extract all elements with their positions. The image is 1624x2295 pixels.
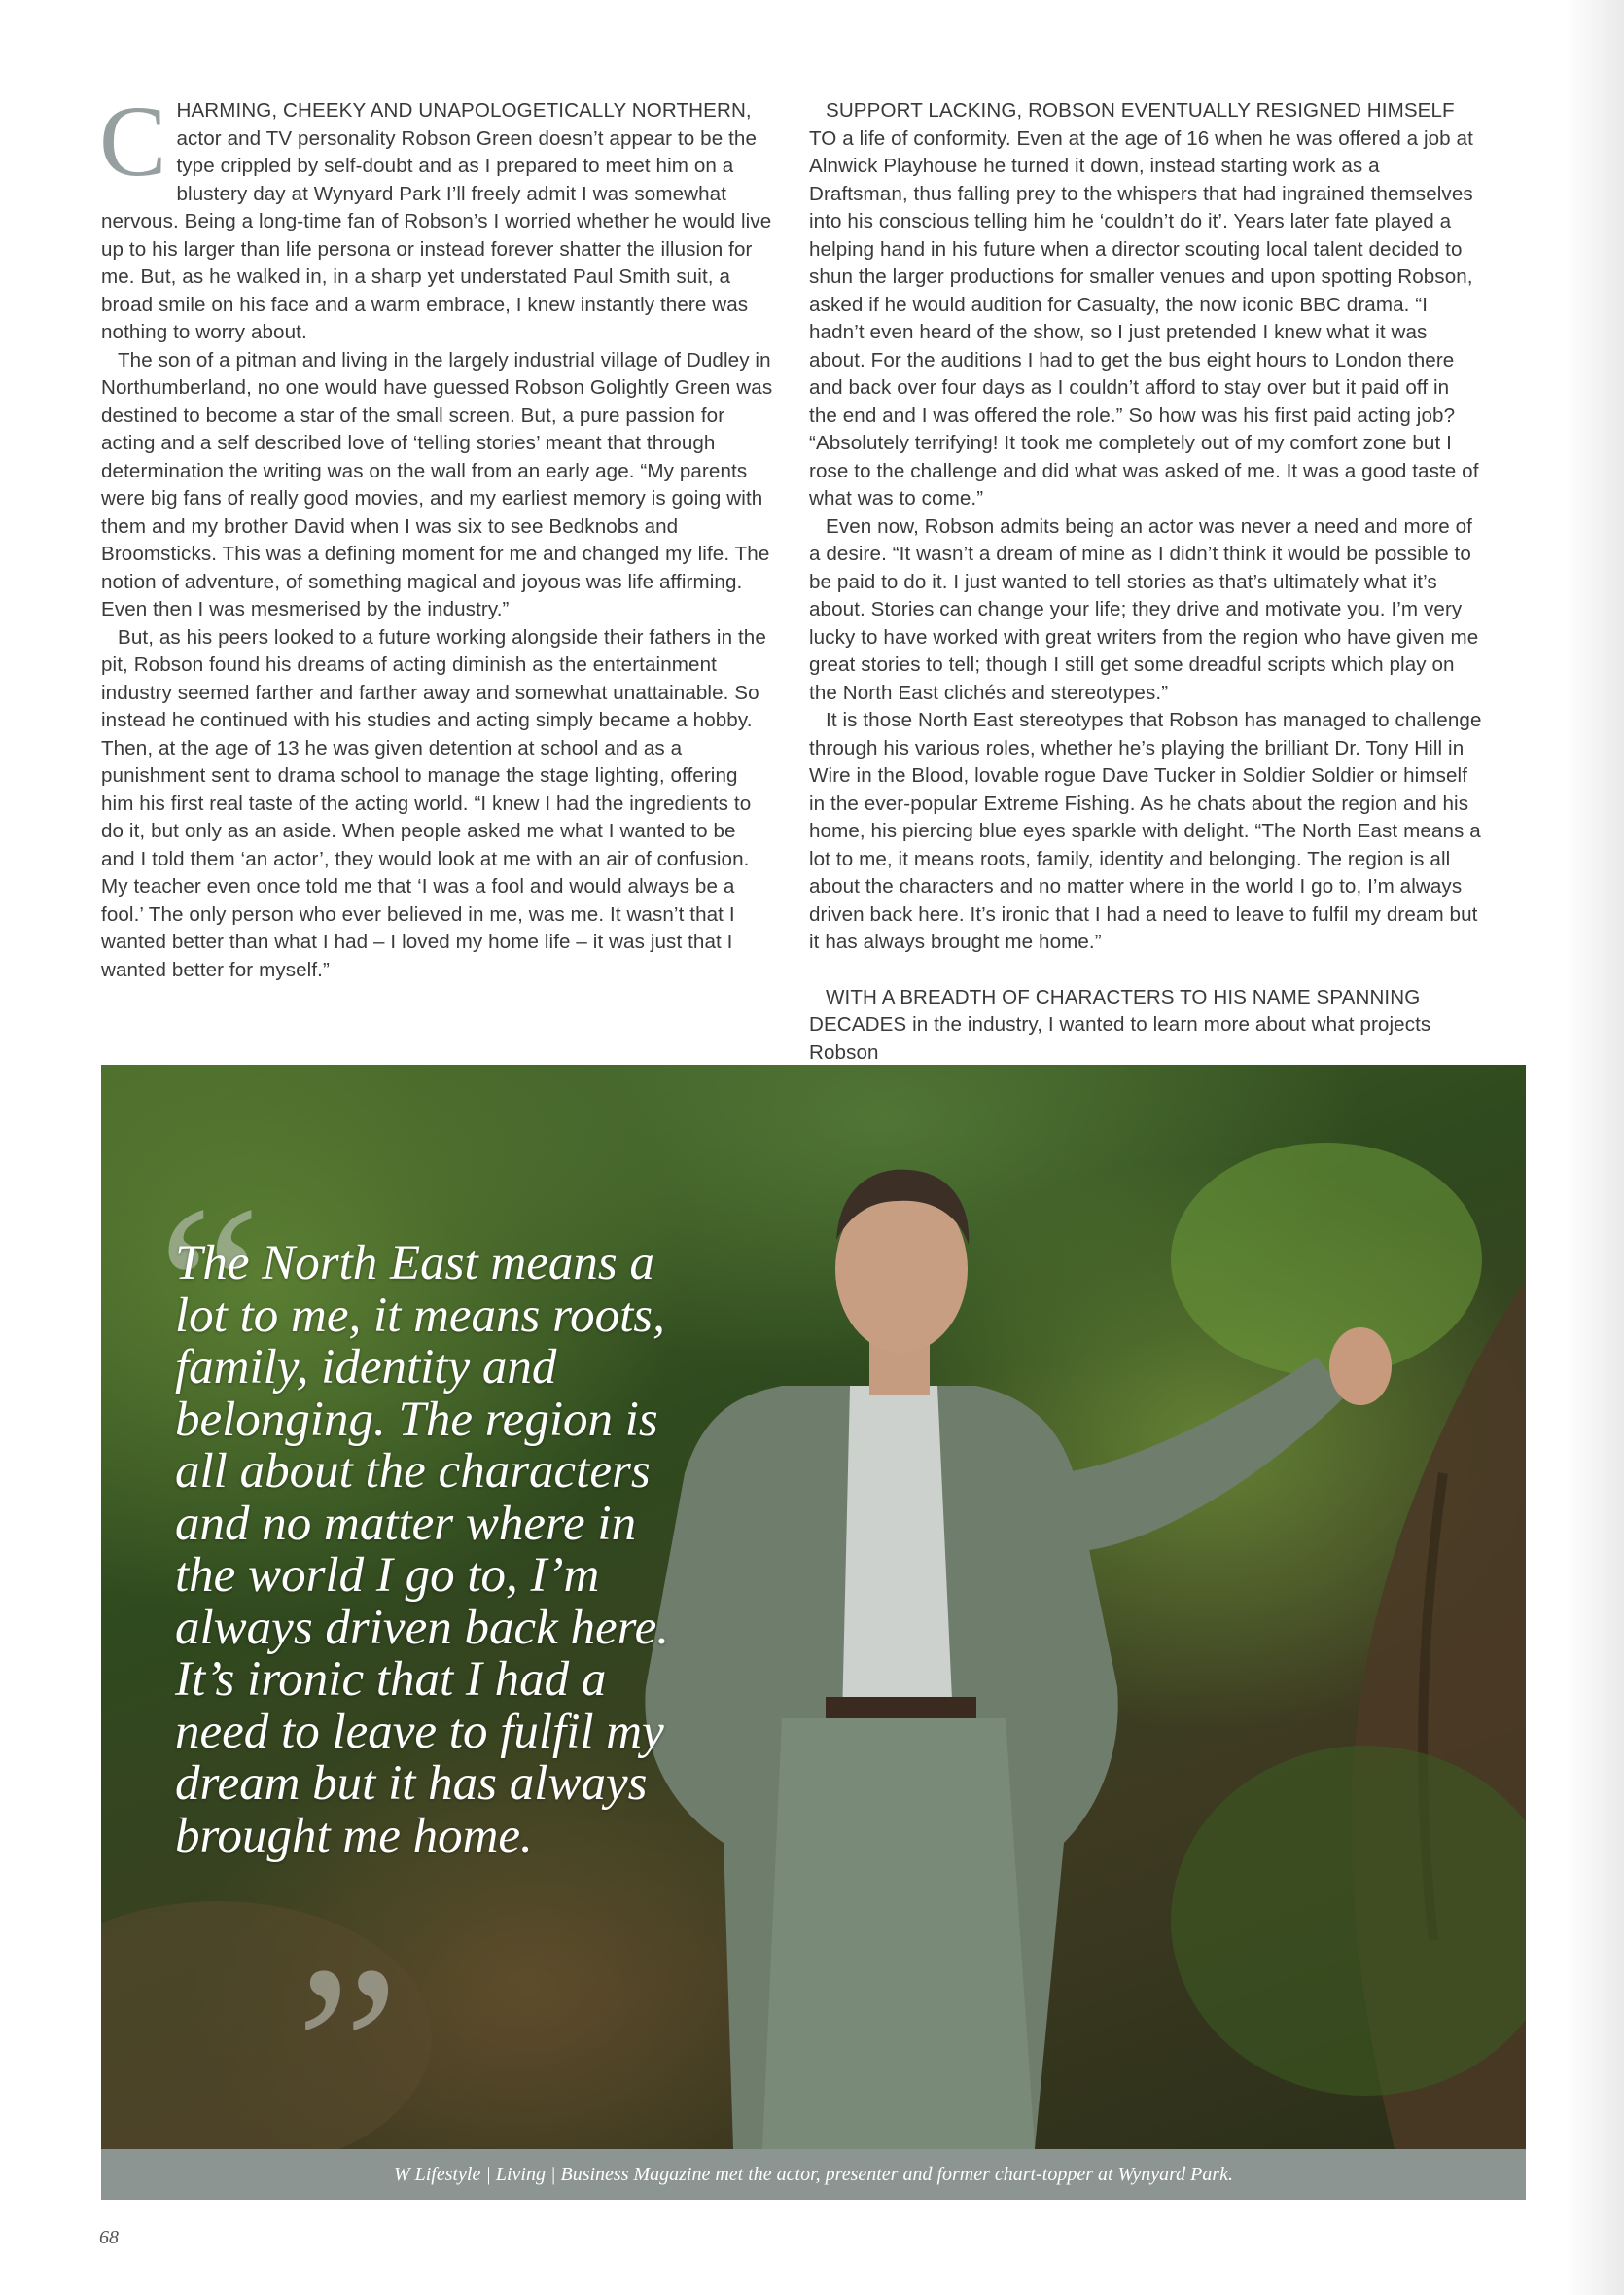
drop-cap: C — [99, 86, 167, 197]
pull-quote: The North East means a lot to me, it means roots, family, identity and belonging. The region is all about the characters and no matter where in the world I go to, I’m always driven back here. It’s ironic that I had a need to leave to fulfil my dream but it has always brought me home. — [175, 1236, 669, 1863]
close-quote-mark: ” — [296, 1918, 400, 2149]
article-column-right — [809, 97, 1482, 1067]
page-edge-shadow — [1566, 0, 1624, 2295]
article-paragraph: But, as his peers looked to a future working alongside their fathers in the pit, Robson found his dreams of acting diminish as the entertainment industry seemed farther and farther away and somewhat unattainable. So instead he continued with his studies and acting simply became a hobby. Then, at the age of 13 he was given detention at school and as a punishment sent to drama school to manage the stage lighting, offering him his first real taste of the acting world. “I knew I had the ingredients to do it, but only as an aside. When people asked me what I wanted to be and I told them ‘an actor’, they would look at me with an air of confusion. My teacher even once told me that ‘I was a fool and would always be a fool.’ The only person who ever believed in me, was me. It wasn’t that I wanted better than what I had – I loved my home life – it was just that I wanted better for myself.” — [101, 625, 766, 981]
feature-photo — [101, 1065, 1526, 2149]
article-paragraph: Even now, Robson admits being an actor was never a need and more of a desire. “It wasn’t a dream of mine as I didn’t think it would be possible to be paid to do it. I just wanted to tell stories as that’s ultimately what it’s about. Stories can change your life; they drive and motivate you. I’m very lucky to have worked with great writers from the region who have given me great stories to tell; though I still get some dreadful scripts which play on the North East clichés and stereotypes.” — [809, 514, 1479, 704]
article-intro-paragraph — [99, 86, 774, 347]
page-number: 68 — [99, 2227, 119, 2248]
article-paragraph: It is those North East stereotypes that Robson has managed to challenge through his various roles, whether he’s playing the brilliant Dr. Tony Hill in Wire in the Blood, lovable rogue Dave Tucker in Soldier Soldier or himself in the ever-popular Extreme Fishing. As he chats about the region and his home, his piercing blue eyes sparkle with delight. “The North East means a lot to me, it means roots, family, identity and belonging. The region is all about the characters and no matter where in the world I go to, I’m always driven back here. It’s ironic that I had a need to leave to fulfil my dream but it has always brought me home.” — [809, 709, 1482, 953]
article-paragraph: SUPPORT LACKING, ROBSON EVENTUALLY RESIGNED HIMSELF TO a life of conformity. Even at the age of 16 when he was offered a job at Alnwick Playhouse he turned it down, instead starting work as a Draftsman, thus falling prey to the whispers that had ingrained themselves into his conscious telling him he ‘couldn’t do it’. Years later fate played a helping hand in his future when a director scouting local talent decided to shun the larger productions for smaller venues and upon spotting Robson, asked if he would audition for Casualty, the now iconic BBC drama. “I hadn’t even heard of the show, so I just pretended I knew what it was about. For the auditions I had to get the bus eight hours to London there and back over four days as I couldn’t afford to stay over but it paid off in the end and I was offered the role.” So how was his first paid acting job? “Absolutely terrifying! It took me completely out of my comfort zone but I rose to the challenge and did what was asked of me. It was a good taste of what was to come.” — [809, 99, 1479, 510]
article-column-left — [99, 86, 774, 984]
open-quote-mark: “ — [158, 1157, 262, 1416]
article-section-start: WITH A BREADTH OF CHARACTERS TO HIS NAME SPANNING DECADES in the industry, I wanted to learn more about what projects Robson — [809, 985, 1431, 1064]
article-paragraph: The son of a pitman and living in the largely industrial village of Dudley in Northumberland, no one would have guessed Robson Golightly Green was destined to become a star of the small screen. But, a pure passion for acting and a self described love of ‘telling stories’ meant that through determination the writing was on the wall from an early age. “My parents were big fans of really good movies, and my earliest memory is going with them and my brother David when I was six to see Bedknobs and Broomsticks. This was a defining moment for me and changed my life. The notion of adventure, of something magical and joyous was life affirming. Even then I was mesmerised by the industry.” — [101, 348, 773, 620]
photo-caption: W Lifestyle | Living | Business Magazine met the actor, presenter and former chart-topper at Wynyard Park. — [101, 2149, 1526, 2200]
intro-text: HARMING, CHEEKY AND UNAPOLOGETICALLY NORTHERN, actor and TV personality Robson Green doesn’t appear to be the type crippled by self-doubt and as I prepared to meet him on a blustery day at Wynyard Park I’ll freely admit I was somewhat nervous. Being a long-time fan of Robson’s I worried whether he would live up to his larger than life persona or instead forever shatter the illusion for me. But, as he walked in, in a sharp yet understated Paul Smith suit, a broad smile on his face and a warm embrace, I knew instantly there was nothing to worry about. — [101, 99, 772, 343]
